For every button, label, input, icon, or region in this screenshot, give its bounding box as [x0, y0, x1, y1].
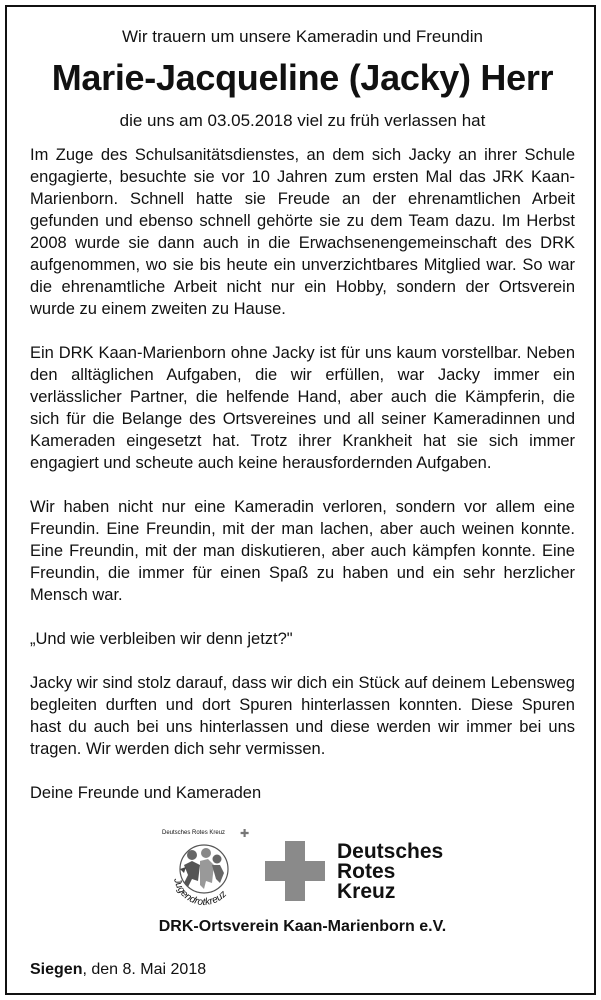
place-and-date: [30, 960, 206, 980]
deceased-name: Marie-Jacqueline (Jacky) Herr: [51, 57, 554, 98]
logo-row: [7, 829, 598, 913]
drk-word-2: Rotes: [337, 860, 396, 883]
drk-word-3: Kreuz: [337, 880, 396, 903]
paragraph-1: Im Zuge des Schulsanitätsdienstes, an dem sich Jacky an ihrer Schule engagierte, besuchte sie vor 10 Jahren zum ersten Mal das JRK Kaan-Marienborn. Schnell hatte sie Freude an der ehrenamtlichen Arbeit gefunden und ebenso schnell gehörte sie zu dem Team dazu. Im Herbst 2008 wurde sie dann auch in die Erwachsenengemeinschaft des DRK aufgenommen, wo sie bis heute ein unverzichtbares Mitglied war. So war die ehrenamtliche Arbeit nicht nur ein Hobby, sondern der Ortsverein wurde zu einem zweiten zu Hause.: [30, 146, 575, 318]
quote-line: „Und wie verbleiben wir denn jetzt?": [30, 630, 293, 648]
paragraph-2: Ein DRK Kaan-Marienborn ohne Jacky ist für uns kaum vorstellbar. Neben den alltäglichen Aufgaben, die wir erfüllen, war Jacky immer ein verlässlicher Partner, die helfende Hand, aber auch die Kämpferin, die sich für die Belange des Ortsvereines und all seiner Kameradinnen und Kameraden eingesetzt hat. Trotz ihrer Krankheit hat sie sich immer engagiert und scheute auch keine herausfordernden Aufgaben.: [30, 344, 575, 472]
jrk-logo-caption: Deutsches Rotes Kreuz: [162, 830, 226, 836]
jugendrotkreuz-logo: [162, 829, 252, 911]
date-line: die uns am 03.05.2018 viel zu früh verlassen hat: [119, 111, 486, 130]
intro-line: Wir trauern um unsere Kameradin und Freundin: [122, 27, 483, 46]
drk-word-1: Deutsches: [337, 840, 444, 863]
paragraph-4: Jacky wir sind stolz darauf, dass wir dich ein Stück auf deinem Lebensweg begleiten durften und dort Spuren hinterlassen konnten. Diese Spuren hast du auch bei uns hinterlassen und diese werden wir immer bei uns tragen. Wir werden dich sehr vermissen.: [30, 674, 575, 758]
publication-date: , den 8. Mai 2018: [82, 961, 207, 978]
organization-name: DRK-Ortsverein Kaan-Marienborn e.V.: [158, 918, 447, 935]
place-name: Siegen: [30, 961, 83, 978]
red-cross-icon: [265, 841, 325, 901]
obituary-text: [30, 144, 575, 826]
obituary-card: [5, 5, 596, 995]
paragraph-3: Wir haben nicht nur eine Kameradin verloren, sondern vor allem eine Freundin. Eine Freundin, mit der man lachen, aber auch weinen konnte. Eine Freundin, mit der man diskutieren, aber auch kämpfen konnte. Eine Freundin, die immer für einen Spaß zu haben und ein sehr herzlicher Mensch war.: [30, 498, 575, 604]
signoff: Deine Freunde und Kameraden: [30, 784, 262, 802]
drk-wordmark: [337, 842, 443, 902]
children-icon: [162, 829, 252, 911]
jrk-ring-text: Jugendrotkreuz: [171, 877, 230, 909]
small-cross-icon: ✚: [240, 828, 250, 840]
